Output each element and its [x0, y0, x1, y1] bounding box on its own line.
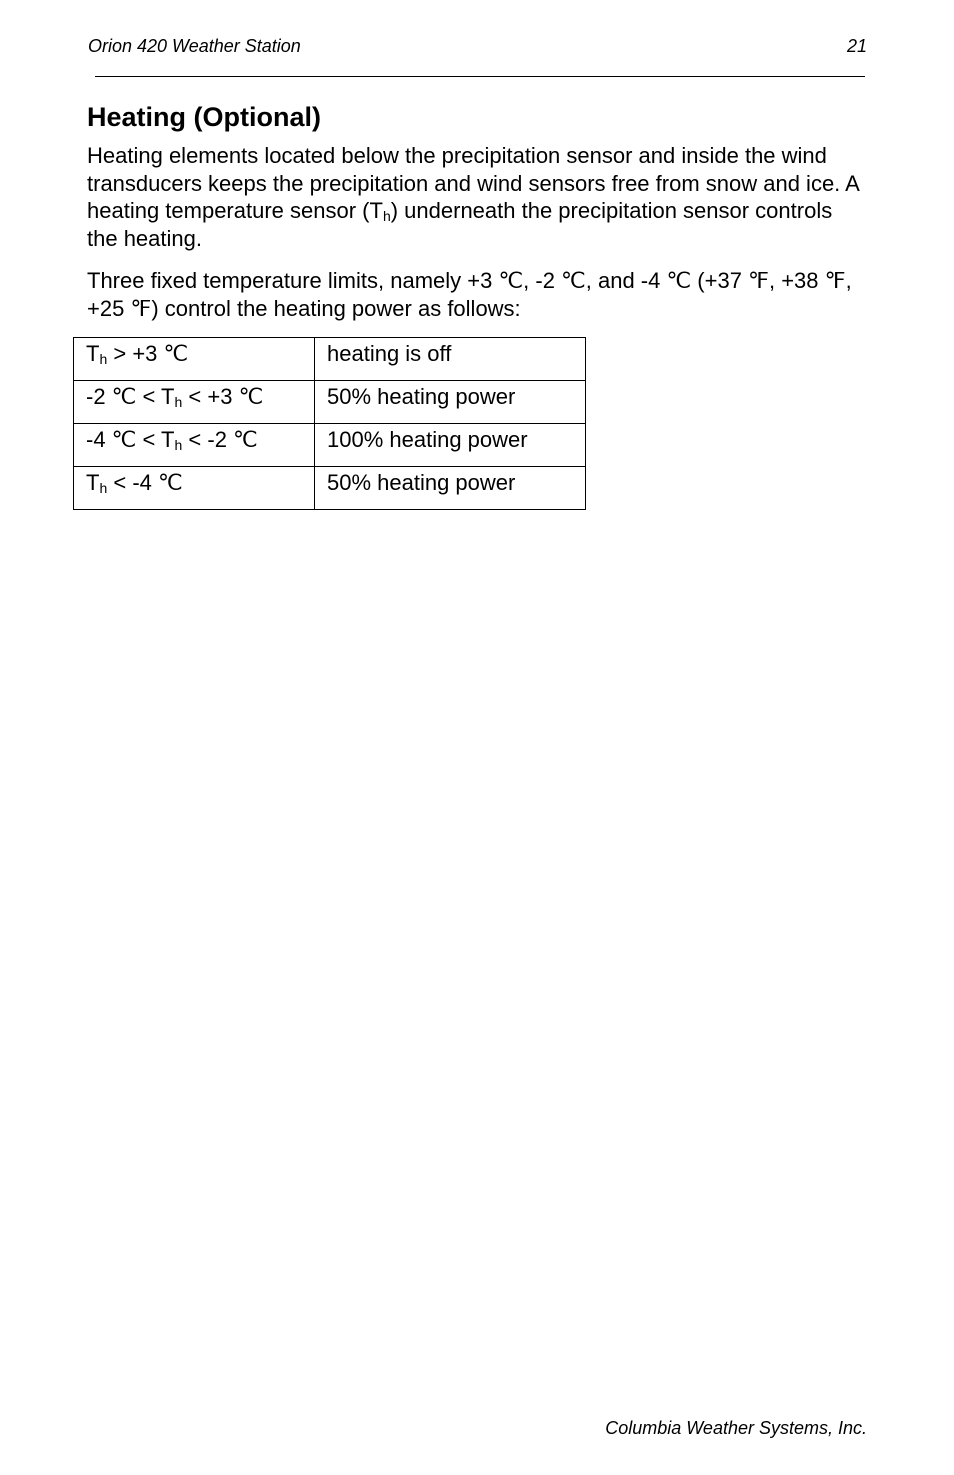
power-cell: 100% heating power	[315, 424, 586, 467]
temperature-limits-paragraph: Three fixed temperature limits, namely +3 ℃, -2 ℃, and -4 ℃ (+37 ℉, +38 ℉, +25 ℉) control the heating power as follows:	[87, 268, 852, 321]
page-number: 21	[846, 36, 867, 56]
condition-cell: -4 ℃ < $T_h < -2$ ℃	[74, 424, 315, 467]
table-row	[74, 467, 586, 510]
description-text-start: Heating elements located below the precipitation sensor and inside the wind transducers keeps the precipitation and wind sensors free from snow and ice. A heating temperature sensor (T	[87, 143, 859, 223]
header-title: Orion 420 Weather Station	[88, 36, 301, 56]
subscript-h: h	[382, 208, 391, 224]
header-divider	[95, 76, 865, 77]
table-row	[74, 381, 586, 424]
heating-power-table	[73, 337, 586, 510]
condition-cell: -2 ℃ < $T_h < +3$ ℃	[74, 381, 315, 424]
footer-company: Columbia Weather Systems, Inc.	[605, 1418, 867, 1438]
power-cell: 50% heating power	[315, 381, 586, 424]
heating-description	[87, 142, 867, 252]
condition-cell: $T_h > +3$ ℃	[74, 338, 315, 381]
power-cell: heating is off	[315, 338, 586, 381]
table-row	[74, 338, 586, 381]
power-cell: 50% heating power	[315, 467, 586, 510]
description-text-end: ) underneath the precipitation sensor controls the heating.	[87, 198, 833, 251]
section-heading: Heating (Optional)	[87, 102, 321, 132]
table-row	[74, 424, 586, 467]
condition-cell: $T_h < -4$ ℃	[74, 467, 315, 510]
